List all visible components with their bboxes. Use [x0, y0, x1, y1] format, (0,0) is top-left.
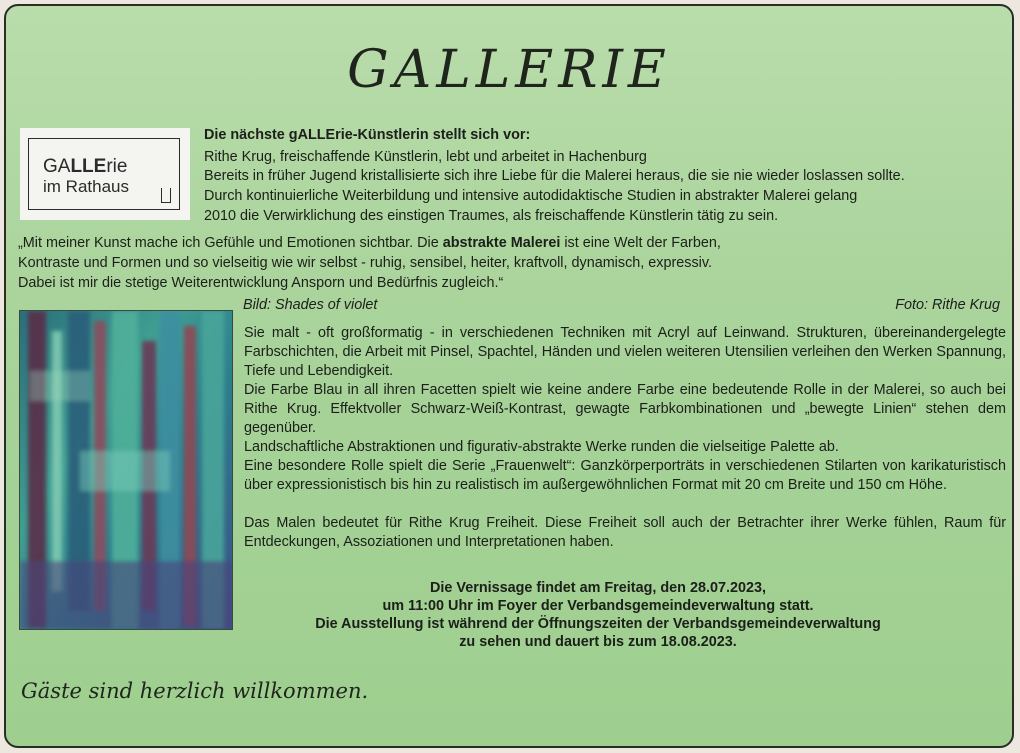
- photo-credit: Foto: Rithe Krug: [895, 297, 1000, 313]
- welcome-text: Gäste sind herzlich willkommen.: [21, 679, 369, 703]
- quote-line-1: [18, 234, 721, 253]
- page-title: GALLERIE: [347, 40, 671, 100]
- intro-heading: Die nächste gALLErie-Künstlerin stellt sich vor:: [204, 127, 531, 143]
- logo-text-c: rie: [106, 156, 128, 177]
- logo-text-a: GA: [43, 156, 71, 177]
- announcement-page: [4, 4, 1014, 748]
- intro-line-1: Rithe Krug, freischaffende Künstlerin, lebt und arbeitet in Hachenburg: [204, 149, 647, 165]
- logo-line-1: [43, 157, 179, 177]
- intro-line-3: Durch kontinuierliche Weiterbildung und intensive autodidaktische Studien in abstrakter Malerei gelang: [204, 188, 858, 204]
- vernissage-line-3: Die Ausstellung ist während der Öffnungszeiten der Verbandsgemeindeverwaltung: [315, 616, 881, 632]
- vernissage-line-2: um 11:00 Uhr im Foyer der Verbandsgemeindeverwaltung statt.: [382, 598, 814, 614]
- body-paragraph-3: Landschaftliche Abstraktionen und figurativ-abstrakte Werke runden die vielseitige Palette ab.: [244, 439, 839, 455]
- vernissage-info: [244, 579, 952, 651]
- quote-line-3: Dabei ist mir die stetige Weiterentwicklung Ansporn und Bedürfnis zugleich.“: [18, 275, 504, 291]
- vernissage-line-4: zu sehen und dauert bis zum 18.08.2023.: [459, 634, 737, 650]
- quote-text-a: „Mit meiner Kunst mache ich Gefühle und Emotionen sichtbar. Die: [18, 235, 443, 251]
- logo-line-2: im Rathaus: [43, 177, 129, 196]
- vernissage-line-1: Die Vernissage findet am Freitag, den 28.07.2023,: [430, 580, 766, 596]
- image-caption: Bild: Shades of violet: [243, 297, 378, 313]
- body-paragraph-5: Das Malen bedeutet für Rithe Krug Freiheit. Diese Freiheit soll auch der Betrachter ihrer Werke fühlen, Raum für Entdeckungen, Assoziationen und Interpretationen haben.: [244, 515, 1006, 550]
- logo-frame: [28, 138, 180, 210]
- intro-line-2: Bereits in früher Jugend kristallisierte sich ihre Liebe für die Malerei heraus, die sie nie wieder loslassen sollte.: [204, 168, 905, 184]
- body-paragraph-1: Sie malt - oft großformatig - in verschiedenen Techniken mit Acryl auf Leinwand. Strukturen, übereinandergelegte Farbschichten, die Arbeit mit Pinsel, Spachtel, Händen und vielen weiteren Utensilien verleihen den Werken Spannung, Tiefe und Lebendigkeit.: [244, 325, 1006, 379]
- gallerie-logo: [20, 128, 190, 220]
- quote-text-b: ist eine Welt der Farben,: [560, 235, 721, 251]
- logo-text-b: LLE: [70, 156, 107, 177]
- body-paragraph-2: Die Farbe Blau in all ihren Facetten spielt wie keine andere Farbe eine bedeutende Rolle in der Malerei, so auch bei Rithe Krug. Effektvoller Schwarz-Weiß-Kontrast, gewagte Farbkombinationen und „bewegte Linien“ stehen dem gegenüber.: [244, 382, 1006, 436]
- painting-image: [19, 310, 233, 630]
- quote-text-bold: abstrakte Malerei: [442, 235, 561, 251]
- quote-line-2: Kontraste und Formen und so vielseitig wie wir selbst - ruhig, sensibel, heiter, kraftvoll, dynamisch, expressiv.: [18, 255, 712, 271]
- body-paragraph-4: Eine besondere Rolle spielt die Serie „Frauenwelt“: Ganzkörperporträts in verschiedenen Stilarten von karikaturistisch über expressionistisch bis hin zu realistisch im außergewöhnlichen Format mit 20 cm Breite und 150 cm Höhe.: [244, 458, 1006, 493]
- logo-mark-icon: [161, 188, 171, 203]
- intro-line-4: 2010 die Verwirklichung des einstigen Traumes, als freischaffende Künstlerin tätig zu sein.: [204, 208, 779, 224]
